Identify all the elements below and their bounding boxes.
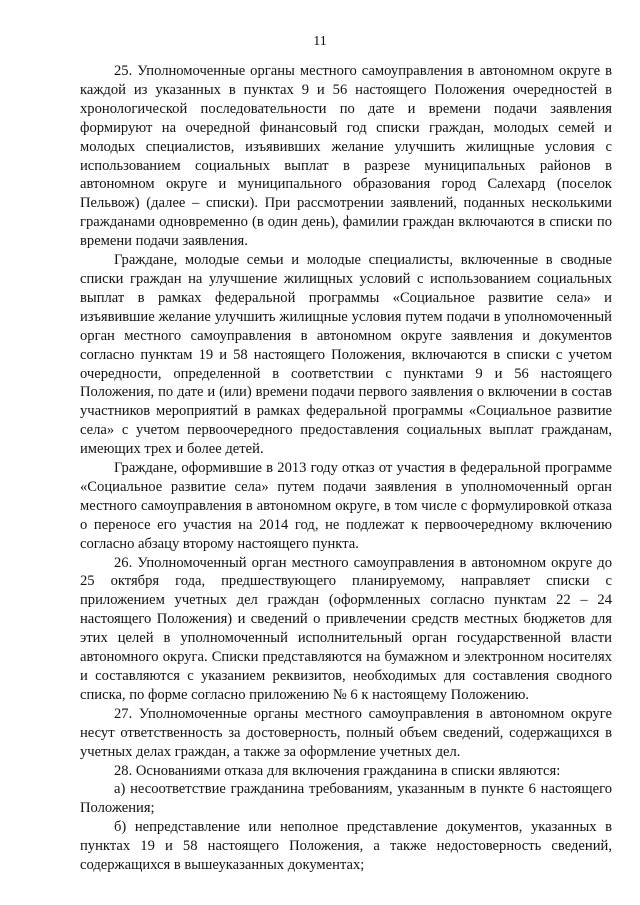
paragraph-27: 27. Уполномоченные органы местного самоуправления в автономном округе несут ответственность за достоверность, полный объем сведений, содержащихся в учетных делах граждан, а также за оформление учетных дел. — [80, 705, 612, 760]
paragraph-25: 25. Уполномоченные органы местного самоуправления в автономном округе в каждой из указанных в пунктах 9 и 56 настоящего Положения очередностей в хронологической последовательности по дате и времени подачи заявления формируют на очередной финансовый год списки граждан, молодых семей и молодых специалистов, изъявивших желание улучшить жилищные условия с использованием социальных выплат в разрезе муниципальных районов в автономном округе и муниципального образования город Салехард (поселок Пельвож) (далее – списки). При рассмотрении заявлений, поданных несколькими гражданами одновременно (в один день), фамилии граждан включаются в списки по времени подачи заявления. — [80, 63, 612, 250]
page-number: 11 — [313, 34, 327, 49]
paragraph-25-subsection-2: Граждане, молодые семьи и молодые специалисты, включенные в сводные списки граждан на улучшение жилищных условий с использованием социальных выплат в рамках федеральной программы «Социальное развитие села» и изъявившие желание улучшить жилищные условия путем подачи в уполномоченный орган местного самоуправления в автономном округе заявления и документов согласно пунктам 19 и 58 настоящего Положения, включаются в списки с учетом очередности, определенной в соответствии с пунктами 9 и 56 настоящего Положения, по дате и (или) времени подачи первого заявления о включении в состав участников мероприятий в рамках федеральной программы «Социальное развитие села» с учетом первоочередного предоставления социальных выплат гражданам, имеющих трех и более детей. — [80, 252, 612, 458]
document-body — [80, 62, 612, 875]
paragraph-28-item-a: а) несоответствие гражданина требованиям, указанным в пункте 6 настоящего Положения; — [80, 781, 612, 817]
paragraph-25-subsection-3: Граждане, оформившие в 2013 году отказ от участия в федеральной программе «Социальное развитие села» путем подачи заявления в уполномоченный орган местного самоуправления в автономном округе, в том числе с формулировкой отказа о переносе его участия на 2014 год, не подлежат к первоочередному включению согласно абзацу второму настоящего пункта. — [80, 460, 612, 552]
paragraph-28: 28. Основаниями отказа для включения гражданина в списки являются: — [114, 762, 561, 779]
paragraph-28-item-b: б) непредставление или неполное представление документов, указанных в пунктах 19 и 58 настоящего Положения, а также недостоверность сведений, содержащихся в вышеуказанных документах; — [80, 819, 612, 874]
paragraph-26: 26. Уполномоченный орган местного самоуправления в автономном округе до 25 октября года, предшествующего планируемому, направляет списки с приложением учетных дел граждан (оформленных согласно пунктам 22 – 24 настоящего Положения) и сведений о привлечении средств местных бюджетов для этих целей в уполномоченный исполнительный орган государственной власти автономного округа. Списки представляются на бумажном и электронном носителях и составляются с указанием реквизитов, необходимых для составления сводного списка, по форме согласно приложению № 6 к настоящему Положению. — [80, 554, 612, 703]
